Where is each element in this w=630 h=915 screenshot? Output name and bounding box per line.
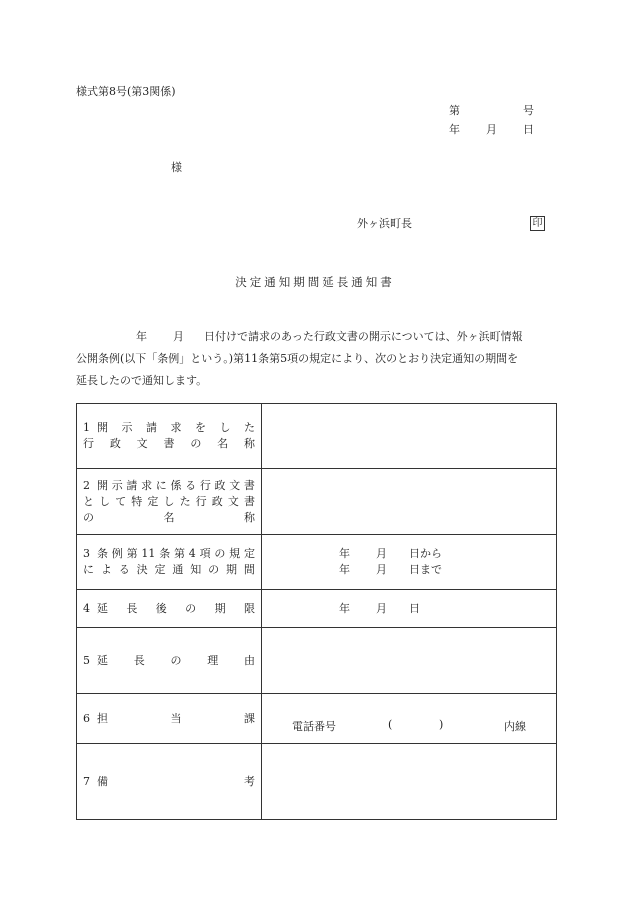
body-line2: 公開条例(以下「条例」という。)第11条第5項の規定により、次のとおり決定通知の期間を (76, 352, 519, 365)
table-row (77, 628, 557, 694)
doc-number-prefix: 第 (449, 104, 460, 117)
tel-open-paren: ( (388, 718, 393, 731)
table-row (77, 469, 557, 535)
row-label-line-1: 開 示 請 求 に 係 る 行 政 文 書 (97, 478, 255, 492)
row-value[interactable] (262, 628, 557, 694)
body-line1: 日付けで請求のあった行政文書の開示については、外ヶ浜町情報 (204, 330, 523, 343)
row-label (77, 694, 262, 744)
date-year: 年 (449, 123, 460, 136)
row-label-line-1: 備 考 (97, 774, 255, 788)
row-label-line-3: の 名 称 (83, 510, 255, 524)
department-value[interactable] (262, 694, 557, 744)
period-to-day: 日まで (409, 563, 442, 576)
deadline-value[interactable] (262, 590, 557, 628)
row-number: 3 (83, 547, 90, 560)
tel-extension: 内線 (504, 720, 526, 733)
row-label-line-1: 条 例 第 11 条 第 4 項 の 規 定 (97, 547, 255, 560)
date-month: 月 (486, 123, 497, 136)
issuer-name: 外ヶ浜町長 (357, 217, 412, 230)
period-from-month: 月 (376, 547, 387, 560)
form-table (76, 403, 557, 820)
row-label-line-1: 延 長 後 の 期 限 (97, 601, 255, 615)
table-row (77, 535, 557, 590)
row-label (77, 590, 262, 628)
row-value[interactable] (262, 469, 557, 535)
body-month: 月 (173, 330, 184, 343)
row-value[interactable] (262, 404, 557, 469)
deadline-month: 月 (376, 601, 387, 615)
seal-mark: 印 (530, 216, 545, 231)
body-paragraph (76, 326, 559, 392)
table-row (77, 744, 557, 820)
table-row (77, 694, 557, 744)
deadline-year: 年 (339, 601, 350, 615)
row-number: 4 (83, 601, 90, 615)
row-number: 6 (83, 711, 90, 725)
row-label (77, 469, 262, 535)
row-label-line-2: に よ る 決 定 通 知 の 期 間 (83, 563, 255, 576)
date-day: 日 (523, 123, 534, 136)
row-label-line-1: 担 当 課 (97, 711, 255, 725)
deadline-day: 日 (409, 601, 420, 615)
row-label-line-2: と し て 特 定 し た 行 政 文 書 (83, 494, 255, 508)
doc-number-suffix: 号 (523, 104, 534, 117)
row-number: 2 (83, 478, 90, 492)
form-id: 様式第8号(第3関係) (76, 85, 176, 98)
period-from-day: 日から (409, 547, 442, 560)
tel-label: 電話番号 (292, 720, 336, 733)
row-number: 1 (83, 421, 90, 434)
row-label-line-1: 延 長 の 理 由 (97, 653, 255, 667)
row-value[interactable] (262, 744, 557, 820)
row-label (77, 535, 262, 590)
document-title: 決定通知期間延長通知書 (235, 275, 395, 289)
body-line3: 延長したので通知します。 (76, 374, 208, 387)
period-to-year: 年 (339, 563, 350, 576)
row-label (77, 744, 262, 820)
row-label-line-2: 行 政 文 書 の 名 称 (83, 437, 255, 450)
tel-close-paren: ) (439, 718, 444, 731)
period-to-month: 月 (376, 563, 387, 576)
table-row (77, 590, 557, 628)
table-row (77, 404, 557, 469)
row-number: 7 (83, 774, 90, 788)
row-number: 5 (83, 653, 90, 667)
addressee-suffix: 様 (171, 161, 182, 174)
period-from-year: 年 (339, 547, 350, 560)
row-label-line-1: 開 示 請 求 を し た (97, 421, 255, 434)
row-label (77, 404, 262, 469)
body-year: 年 (136, 330, 147, 343)
period-value[interactable] (262, 535, 557, 590)
row-label (77, 628, 262, 694)
